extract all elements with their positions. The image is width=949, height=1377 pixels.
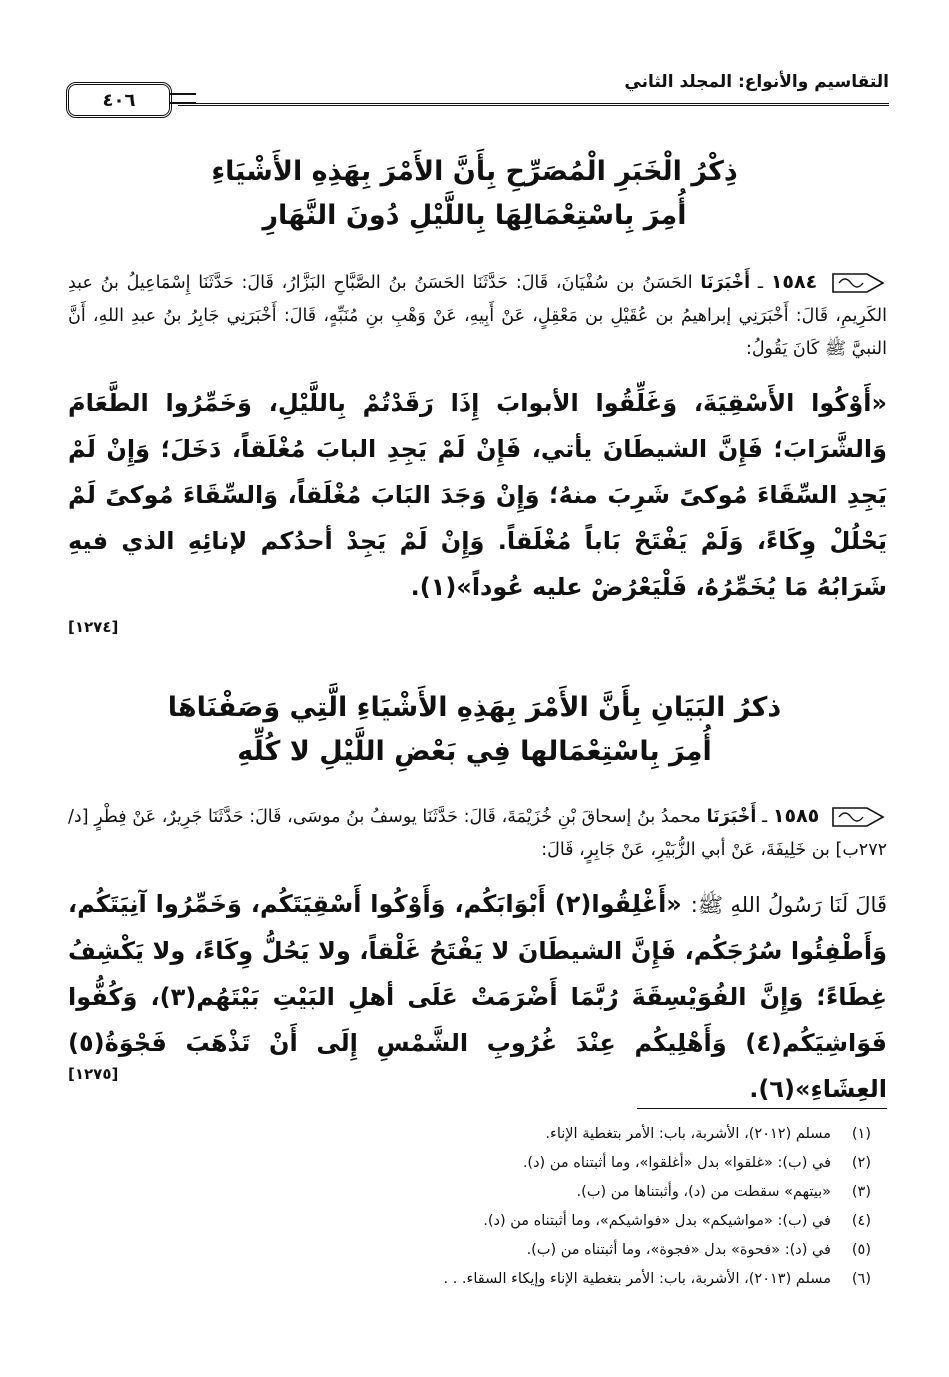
page-number: ٤٠٦ bbox=[66, 82, 172, 118]
footnote-separator bbox=[637, 1108, 887, 1109]
footnote-number: (٦) bbox=[851, 1271, 871, 1287]
hadith-1585 bbox=[68, 800, 887, 1112]
hadith-matn bbox=[68, 881, 887, 1112]
footnote bbox=[70, 1149, 871, 1178]
matn-text: «أَغْلِقُوا(٢) أَبْوَابَكُم، وَأَوْكُوا أَسْقِيَتَكُم، وَخَمِّرُوا آنِيَتَكُم، وَأَطْفِئُوا سُرُجَكُم، فَإِنَّ الشيطَانَ لا يَفْتَحُ غَلْقاً، ولا يَحُلُّ وِكَاءً، ولا يَكْشِفُ غِطَاءً؛ وَإِنَّ الفُوَيْسِقَةَ رُبَّمَا أَضْرَمَتْ عَلَى أهلِ البَيْتِ بَيْتَهُم(٣)، وَكُفُّوا فَوَاشِيَكُم(٤) وَأَهْلِيكُم عِنْدَ غُرُوبِ الشَّمْسِ إِلَى أَنْ تَذْهَبَ فَجْوَةُ(٥) العِشَاءِ»(٦). bbox=[68, 890, 887, 1103]
footnotes bbox=[70, 1120, 871, 1294]
footnote-text: «بيتهم» سقطت من (د)، وأثبتناها من (ب). bbox=[576, 1184, 831, 1200]
hadith-isnad: ١٥٨٤ ـ أَخْبَرَنَا الحَسَنُ بن سُفْيَانَ، قَالَ: حَدَّثَنَا الحَسَنُ بنُ الصَّبَّاحِ البَزَّارُ، قَالَ: حَدَّثَنَا إِسْمَاعِيلُ بنُ عبدِ الكَرِيمِ، قَالَ: أَخْبَرَنِي إبراهيمُ بن عُقَيْلِ بن مَعْقِلٍ، عَنْ أَبِيهِ، عَنْ وَهْبِ بنِ مُنَبِّهٍ، قَالَ: أَخْبَرَنِي جَابِرُ بنُ عبدِ اللهِ، أَنَّ النبيَّ ﷺ كَانَ يَقُولُ: bbox=[68, 271, 887, 359]
hadith-reference: [١٢٧٥] bbox=[68, 1065, 119, 1083]
footnote-text: في (ب): «غلقوا» بدل «أغلقوا»، وما أثبتناه من (د). bbox=[522, 1155, 831, 1171]
hadith-matn: «أَوْكُوا الأَسْقِيَةَ، وَغَلِّقُوا الأبوابَ إِذَا رَقَدْتُمْ بِاللَّيْلِ، وَخَمِّرُوا الطَّعَامَ وَالشَّرَابَ؛ فَإِنَّ الشيطَانَ يأتي، فَإِنْ لَمْ يَجِدِ البابَ مُغْلَقاً، دَخَلَ؛ وَإِنْ لَمْ يَجِدِ السِّقَاءَ مُوكىً شَرِبَ منهُ؛ وَإِنْ وَجَدَ البَابَ مُغْلَقاً، وَالسِّقَاءَ مُوكىً لَمْ يَحْلُلْ وِكَاءً، وَلَمْ يَفْتَحْ بَاباً مُغْلَقاً. وَإِنْ لَمْ يَجِدْ أحدُكم لإنائِهِ الذي فيهِ شَرَابُهُ مَا يُخَمِّرُهُ، فَلْيَعْرُضْ عليه عُوداً»(١). bbox=[68, 389, 887, 601]
footnote bbox=[70, 1120, 871, 1149]
footnote-number: (١) bbox=[851, 1126, 871, 1142]
page-number-ornament bbox=[170, 93, 196, 104]
heading-line: ذكرُ البَيَانِ بِأَنَّ الأَمْرَ بِهَذِهِ الأَشْيَاءِ الَّتِي وَصَفْنَاهَا bbox=[167, 692, 782, 723]
footnote-number: (٢) bbox=[851, 1155, 871, 1171]
hadith-marker-icon bbox=[831, 805, 887, 829]
footnote bbox=[70, 1236, 871, 1265]
footnote-number: (٣) bbox=[851, 1184, 871, 1200]
hadith-isnad: ١٥٨٥ ـ أَخْبَرَنَا محمدُ بنُ إسحاقَ بْنِ خُزَيْمَةَ، قَالَ: حَدَّثَنَا يوسفُ بنُ موسَى، قَالَ: حَدَّثَنَا جَرِيرٌ، عَنْ فِطْرٍ [د/ ٢٧٢ب] بن خَلِيفَةَ، عَنْ أبي الزُّبَيْرِ، عَنْ جَابِرٍ، قَالَ: bbox=[68, 805, 887, 860]
akhbarana-word: أَخْبَرَنَا bbox=[700, 273, 751, 293]
footnote-text: مسلم (٢٠١٢)، الأشربة، باب: الأمر بتغطية الإناء. bbox=[545, 1126, 831, 1142]
heading-line: أُمِرَ بِاسْتِعْمَالِهَا بِاللَّيْلِ دُونَ النَّهَارِ bbox=[262, 200, 687, 231]
heading-line: ذِكْرُ الْخَبَرِ الْمُصَرِّحِ بِأَنَّ الأَمْرَ بِهَذِهِ الأَشْيَاءِ bbox=[211, 156, 738, 187]
heading-line: أُمِرَ بِاسْتِعْمَالها فِي بَعْضِ اللَّيْلِ لا كُلِّهِ bbox=[237, 736, 712, 767]
chapter-heading-2 bbox=[70, 686, 879, 774]
footnote-number: (٤) bbox=[851, 1213, 871, 1229]
footnote-text: مسلم (٢٠١٣)، الأشربة، باب: الأمر بتغطية الإناء وإيكاء السقاء. . . bbox=[443, 1271, 831, 1287]
hadith-number: ١٥٨٤ bbox=[770, 271, 818, 293]
hadith-number: ١٥٨٥ bbox=[772, 805, 820, 827]
matn-intro: قَالَ لَنَا رَسُولُ اللهِ ﷺ: bbox=[690, 893, 887, 917]
hadith-reference: [١٢٧٤] bbox=[68, 618, 119, 636]
footnote bbox=[70, 1178, 871, 1207]
akhbarana-word: أَخْبَرَنَا bbox=[706, 807, 757, 827]
footnote-text: في (د): «فحوة» بدل «فجوة»، وما أثبتناه من (ب). bbox=[526, 1242, 831, 1258]
page-header bbox=[58, 70, 889, 116]
hadith-1584 bbox=[68, 266, 887, 636]
isnad-text: الحَسَنُ بن سُفْيَانَ، قَالَ: حَدَّثَنَا الحَسَنُ بنُ الصَّبَّاحِ البَزَّارُ، قَالَ: حَدَّثَنَا إِسْمَاعِيلُ بنُ عبدِ الكَرِيمِ، قَالَ: أَخْبَرَنِي إبراهيمُ بن عُقَيْلِ بن مَعْقِلٍ، عَنْ أَبِيهِ، عَنْ وَهْبِ بنِ مُنَبِّهٍ، قَالَ: أَخْبَرَنِي جَابِرُ بنُ عبدِ اللهِ، أَنَّ النبيَّ ﷺ كَانَ يَقُولُ: bbox=[68, 273, 887, 359]
footnote-number: (٥) bbox=[851, 1242, 871, 1258]
footnote-text: في (ب): «مواشيكم» بدل «فواشيكم»، وما أثبتناه من (د). bbox=[483, 1213, 831, 1229]
chapter-heading-1 bbox=[70, 150, 879, 238]
isnad-text: محمدُ بنُ إسحاقَ بْنِ خُزَيْمَةَ، قَالَ: حَدَّثَنَا يوسفُ بنُ موسَى، قَالَ: حَدَّثَنَا جَرِيرٌ، عَنْ فِطْرٍ [د/ ٢٧٢ب] بن خَلِيفَةَ، عَنْ أبي الزُّبَيْرِ، عَنْ جَابِرٍ، قَالَ: bbox=[68, 807, 887, 860]
footnote bbox=[70, 1207, 871, 1236]
footnote bbox=[70, 1265, 871, 1294]
page-number-badge bbox=[58, 82, 178, 116]
hadith-marker-icon bbox=[831, 271, 887, 295]
running-title: التقاسيم والأنواع: المجلد الثاني bbox=[624, 72, 889, 92]
